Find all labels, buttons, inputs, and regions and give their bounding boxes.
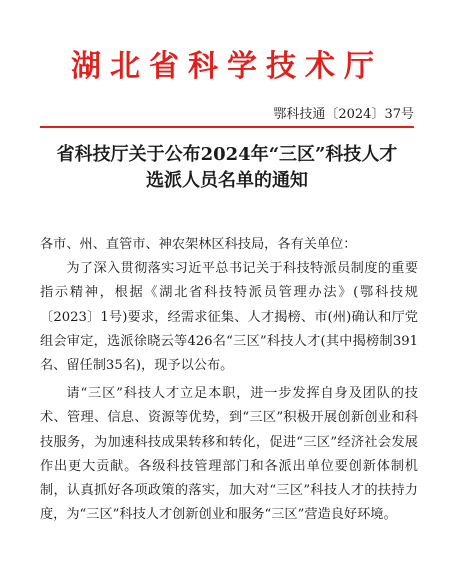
notice-title-line-1: 省科技厅关于公布2024年“三区”科技人才 xyxy=(56,144,398,165)
issuing-authority-header: 湖北省科学技术厅 xyxy=(71,49,383,84)
notice-title xyxy=(30,142,424,194)
body-paragraph-1: 为了深入贯彻落实习近平总书记关于科技特派员制度的重要指示精神，根据《湖北省科技特派员管理办法》(鄂科技规〔2023〕1号)要求，经需求征集、人才揭榜、市(州)确认和厅党组会审定，选派徐晓云等426名“三区”科技人才(其中揭榜制391名、留任制35名)，现予以公布。 xyxy=(40,261,418,374)
notice-body xyxy=(40,233,418,527)
document-number: 鄂科技通〔2024〕37号 xyxy=(273,107,414,122)
salutation: 各市、州、直管市、神农架林区科技局，各有关单位： xyxy=(40,237,357,252)
notice-title-line-2: 选派人员名单的通知 xyxy=(146,170,308,191)
body-paragraph-2: 请“三区”科技人才立足本职，进一步发挥自身及团队的技术、管理、信息、资源等优势，到“三区”积极开展创新创业和科技服务，为加速科技成果转移和转化，促进“三区”经济社会发展作出更大贡献。各级科技管理部门和各派出单位要创新体制机制，认真抓好各项政策的落实，加大对“三区”科技人才的扶持力度，为“三区”科技人才创新创业和服务“三区”营造良好环境。 xyxy=(40,386,418,523)
red-divider-line xyxy=(40,126,414,128)
